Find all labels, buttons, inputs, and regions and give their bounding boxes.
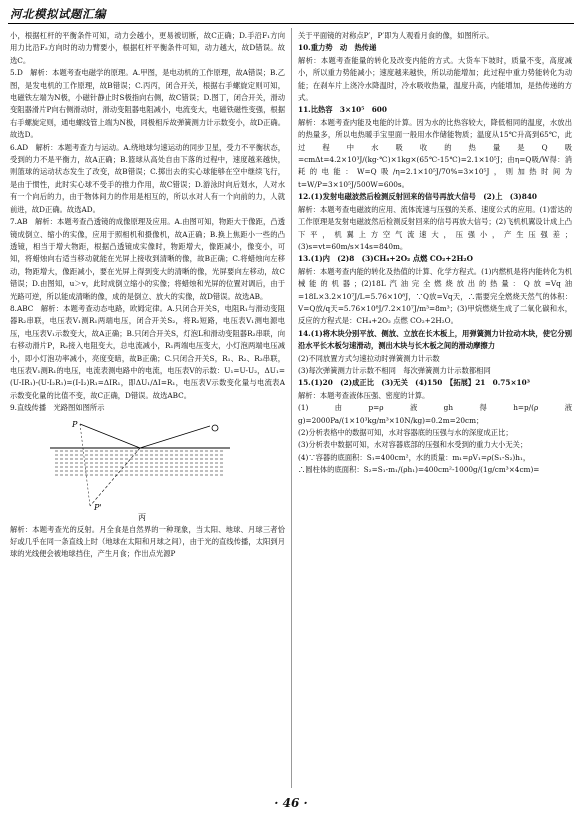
mirror-hatching — [55, 451, 225, 475]
left-paragraph: 9.直线传播 光路图如图所示 — [10, 403, 105, 413]
right-paragraph: (3)分析表中数据可知，水对容器底部的压强和水受到的重力大小无关； — [298, 440, 528, 450]
answer-11: 11.比热容 3×10⁵ 600 — [298, 105, 387, 115]
answer-13: 13.(1)内 (2)8 (3)CH₄+2O₂ 点燃 CO₂+2H₂O — [298, 254, 473, 264]
right-paragraph: 解析：本题考查内能的转化及热值的计算、化学方程式。(1)内燃机是将内能转化为机械能的机器；(2)18L汽油完全燃烧放出的热量：Q放=Vq油=18L×3.2×10⁷J/L=5.76×10⁸J，∵Q放=Vq天，∴需要完全燃烧天然气的体积：V=Q放/q天=5.76×10⁸J/7.2×10⁷J/m³=8m³；(3)甲烷燃烧生成了二氧化碳和水，反应的方程式是：CH₄+2O₂ 点燃 CO₂+2H₂O。 — [298, 266, 572, 326]
right-paragraph: 解析：本题考查内能及电能的计算。因为水的比热容较大，降低相同的温度，水放出的热量多，所以电热暖手宝里面一般用水作储能物质；温度从15℃升高到65℃，此过程中水吸收的热量是Q吸=cmΔt=4.2×10³J/(kg·℃)×1kg×(65℃-15℃)=2.1×10⁵J；由η=Q吸/W得：消耗的电能：W=Q吸/η=2.1×10⁵J/70%=3×10⁵J，则加热时间为t=W/P=3×10⁵J/500W=600s。 — [298, 117, 572, 189]
answer-12: 12.(1)发射电磁波然后检测反射回来的信号再放大信号 (2)上 (3)840 — [298, 192, 537, 202]
right-paragraph: 解析：本题考查电磁波的应用、流体流速与压强的关系、速度公式的应用。(1)雷达的工作原理是发射电磁波然后检测反射回来的信号再放大信号；(2)飞机机翼设计成上凸下平，机翼上方空气流速大，压强小，产生压强差；(3)s=vt=60m/s×14s=840m。 — [298, 204, 572, 251]
answer-14: 14.(1)将木块分别平放、侧放、立放在长木板上，用弹簧测力计拉动木块，使它分别沿水平长木板匀速滑动，测出木块与长木板之间的滑动摩擦力 — [298, 328, 572, 351]
right-paragraph: (2)不同放置方式匀速拉动时弹簧测力计示数 — [298, 353, 440, 363]
column-divider — [291, 28, 292, 788]
right-column — [298, 30, 572, 788]
right-paragraph: (4)∵容器的底面积：S₁=400cm²，水的质量：m₁=ρV₁=ρ(S₁-S₂)h₁， — [298, 452, 531, 462]
right-paragraph: (1)由p=ρ液gh得h=p/(ρ液g)=2000Pa/(1×10³kg/m³×10N/kg)=0.2m=20cm； — [298, 403, 572, 425]
page-header-title: 河北模拟试题汇编 — [10, 7, 106, 21]
right-paragraph: (3)每次弹簧测力计示数不相同 每次弹簧测力计示数都相同 — [298, 365, 491, 375]
right-paragraph: (2)分析表格中的数据可知，水对容器底的压强与水的深度成正比； — [298, 428, 513, 437]
light-path-figure — [10, 418, 285, 524]
reflected-ray — [140, 426, 210, 448]
label-p-prime: P' — [94, 502, 102, 512]
right-paragraph: 解析：本题考查能量的转化及改变内能的方式。大货车下坡时，质量不变，高度减小，所以重力势能减小；速度越来越快，所以动能增加；此过程中重力势能转化为动能；在刹车片上浇冷水降温时，冷水吸收热量，温度升高，内能增加，是热传递的方式。 — [298, 55, 572, 103]
left-paragraph: 7.AB 解析：本题考查凸透镜的成像原理及应用。A.由图可知，物距大于像距，凸透镜成倒立、缩小的实像，应用于照相机和摄像机，故A正确；B.换上焦距小一些的凸透镜，相当于增大物距，根据凸透镜成实像时，物距增大，像距减小，像变小，可知，将蜡烛向右适当移动就能在光屏上接收到清晰的像，故B正确；C.将蜡烛向左移动，物距增大，像距减小，要在光屏上得到变大的清晰的像，光屏要向左移动，故C错误；D.由图知，u＞v，此时成倒立缩小的实像；将蜡烛和光屏的位置对调后，由于光路可逆，所以能成清晰的像，成的是倒立、放大的实像，故D错误。故选AB。 — [10, 217, 285, 301]
right-paragraph: 解析：本题考查液体压强、密度的计算。 — [298, 390, 430, 400]
eye-icon — [212, 425, 218, 431]
figure-caption: 丙 — [138, 512, 146, 522]
answer-10: 10.重力势 动 热传递 — [298, 43, 377, 53]
left-paragraph: 解析：本题考查光的反射。月全食是自然界的一种现象，当太阳、地球、月球三者恰好或几乎在同一条直线上时（地球在太阳和月球之间），由于光的直线传播，太阳到月球的光线便会被地球挡住，产生月食；作出点光源P — [10, 524, 285, 559]
header-rule — [8, 23, 574, 24]
left-paragraph: 小，根据杠杆的平衡条件可知，动力会越小，更易被切断，故C正确；D.手沿F₁方向用力比沿F₂方向时的动力臂要小，根据杠杆平衡条件可知，动力越大，故D错误。故选C。 — [10, 31, 285, 65]
virtual-ray — [90, 448, 140, 506]
incident-ray — [80, 424, 140, 448]
right-paragraph: 关于平面镜的对称点P′，P′即为人观看月食的像，如图所示。 — [298, 31, 494, 40]
left-column — [10, 30, 285, 788]
answer-15: 15.(1)20 (2)成正比 (3)无关 (4)150 【拓展】21 0.75×10³ — [298, 378, 530, 388]
left-paragraph: 6.AD 解析：本题考查力与运动。A.绕地球匀速运动的同步卫星，受力不平衡状态，受到的力不是平衡力，故A正确；B.篮球从高处自由下落的过程中，速度越来越快，则篮球的运动状态发生了改变，故B错误；C.掷出去的实心球能够在空中继续飞行，是由于惯性，此时实心球不受手的推力作用，故C错误；D.游泳时向后划水，人对水有一个向后的力，由于物体间力的作用是相互的，所以水对人有一个向前的力，人就前进，故D正确。故选AD。 — [10, 142, 285, 214]
left-paragraph: 5.D 解析：本题考查电磁学的原理。A.甲图，是电动机的工作原理，故A错误；B.乙图，是发电机的工作原理，故B错误；C.丙丙，闭合开关，根据右手螺旋定则可知，电磁铁左端为N极，小磁针静止时S极指向右侧，故C错误；D.图丁，闭合开关，滑动变阻器滑片P向右侧滑动时，滑动变阻器电阻减小，电流变大，电磁铁磁性变强，根据右手螺旋定则，通电螺线管上端为N极，同极相斥故弹簧测力计示数变小，故D正确。故选D。 — [10, 68, 285, 140]
right-paragraph: ∴圆柱体的底面积：S₂=S₁-m₁/(ρh₁)=400cm²-1000g/(1g/cm³×4cm)= — [298, 465, 540, 475]
symmetry-line — [80, 424, 90, 506]
label-p: P — [72, 419, 78, 429]
left-paragraph: 8.ABC 解析：本题考查动态电路，欧姆定律。A.只闭合开关S，电阻R₁与滑动变阻器R₂串联，电压表V₁测R₁两端电压，闭合开关S₂，将R₂短路，电压表V₁测电源电压，电压表V₁示数变大，故A正确；B.只闭合开关S，灯泡L和滑动变阻器R₂串联，向右移动滑片P，R₂接入电阻变大，总电流减小，R₁两端电压变大，小灯泡两端电压减小，即小灯泡功率减小，亮度变暗，故B正确；C.只闭合开关S，R₁、R₂、R₃串联，电压表V₁测R₁的电压，电流表测电路中的电流，电压表V的示数：U₁=U-U₂，ΔU₁=(U-IR₁)-(U-I₂R₁)=(I-I₂)R₁=ΔIR₁，即ΔU₁/ΔI=R₁，电压表V示数变化量与电流表A示数变化量的比值不变，故C正确，D错误。故选ABC。 — [10, 303, 285, 400]
light-path-diagram — [10, 418, 285, 524]
page-number: · 46 · — [274, 796, 308, 810]
